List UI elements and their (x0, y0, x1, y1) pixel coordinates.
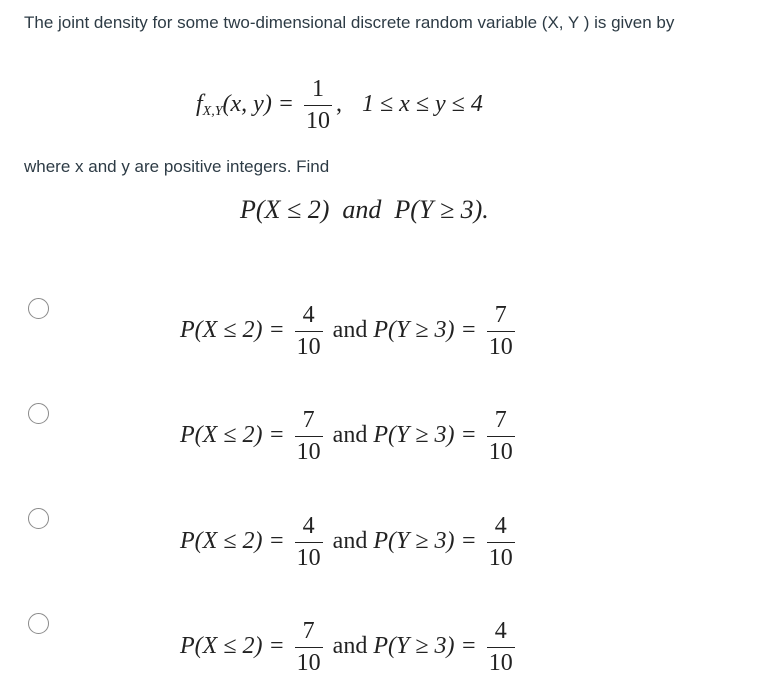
question-intro: The joint density for some two-dimensional discrete random variable (X, Y ) is given by (24, 13, 675, 32)
option-4-left: P(X ≤ 2) = (180, 633, 285, 660)
option-2-right: P(Y ≥ 3) = (373, 422, 477, 449)
option-3-and: and (332, 528, 368, 555)
option-4-radio[interactable] (28, 613, 49, 634)
option-4-fraction-1: $\frac{7}{10}$ (296, 618, 321, 676)
option-1-and: and (332, 317, 368, 344)
option-2-and: and (332, 422, 368, 449)
density-comma: , (336, 91, 342, 118)
option-2-radio[interactable] (28, 403, 49, 424)
option-3-radio[interactable] (28, 508, 49, 529)
option-1-fraction-1: $\frac{4}{10}$ (296, 302, 321, 360)
option-1-left: P(X ≤ 2) = (180, 317, 285, 344)
density-f: f (196, 91, 203, 118)
option-2-left: P(X ≤ 2) = (180, 422, 285, 449)
find-expression: P(X ≤ 2) and P(Y ≥ 3). (240, 195, 489, 224)
density-numerator: 1 (312, 76, 324, 102)
option-1[interactable] (180, 302, 519, 361)
density-fraction (304, 76, 332, 135)
density-denominator: 10 (304, 105, 332, 135)
option-3-right: P(Y ≥ 3) = (373, 528, 477, 555)
option-4-fraction-2: $\frac{4}{10}$ (488, 618, 513, 676)
option-4-right: P(Y ≥ 3) = (373, 633, 477, 660)
option-4-and: and (332, 633, 368, 660)
option-1-right: P(Y ≥ 3) = (373, 317, 477, 344)
density-condition: 1 ≤ x ≤ y ≤ 4 (362, 91, 483, 118)
option-2[interactable] (180, 407, 519, 466)
density-args: (x, y) = (222, 91, 294, 118)
option-3-fraction-1: $\frac{4}{10}$ (296, 513, 321, 571)
option-4[interactable] (180, 618, 519, 677)
option-3-left: P(X ≤ 2) = (180, 528, 285, 555)
option-3[interactable] (180, 513, 519, 572)
option-2-fraction-1: $\frac{7}{10}$ (296, 407, 321, 465)
option-1-radio[interactable] (28, 298, 49, 319)
density-formula (196, 76, 483, 135)
density-subscript: X,Y (202, 104, 223, 120)
option-1-fraction-2: $\frac{7}{10}$ (488, 302, 513, 360)
option-2-fraction-2: $\frac{7}{10}$ (488, 407, 513, 465)
where-text: where x and y are positive integers. Find (24, 157, 330, 176)
option-3-fraction-2: $\frac{4}{10}$ (488, 513, 513, 571)
